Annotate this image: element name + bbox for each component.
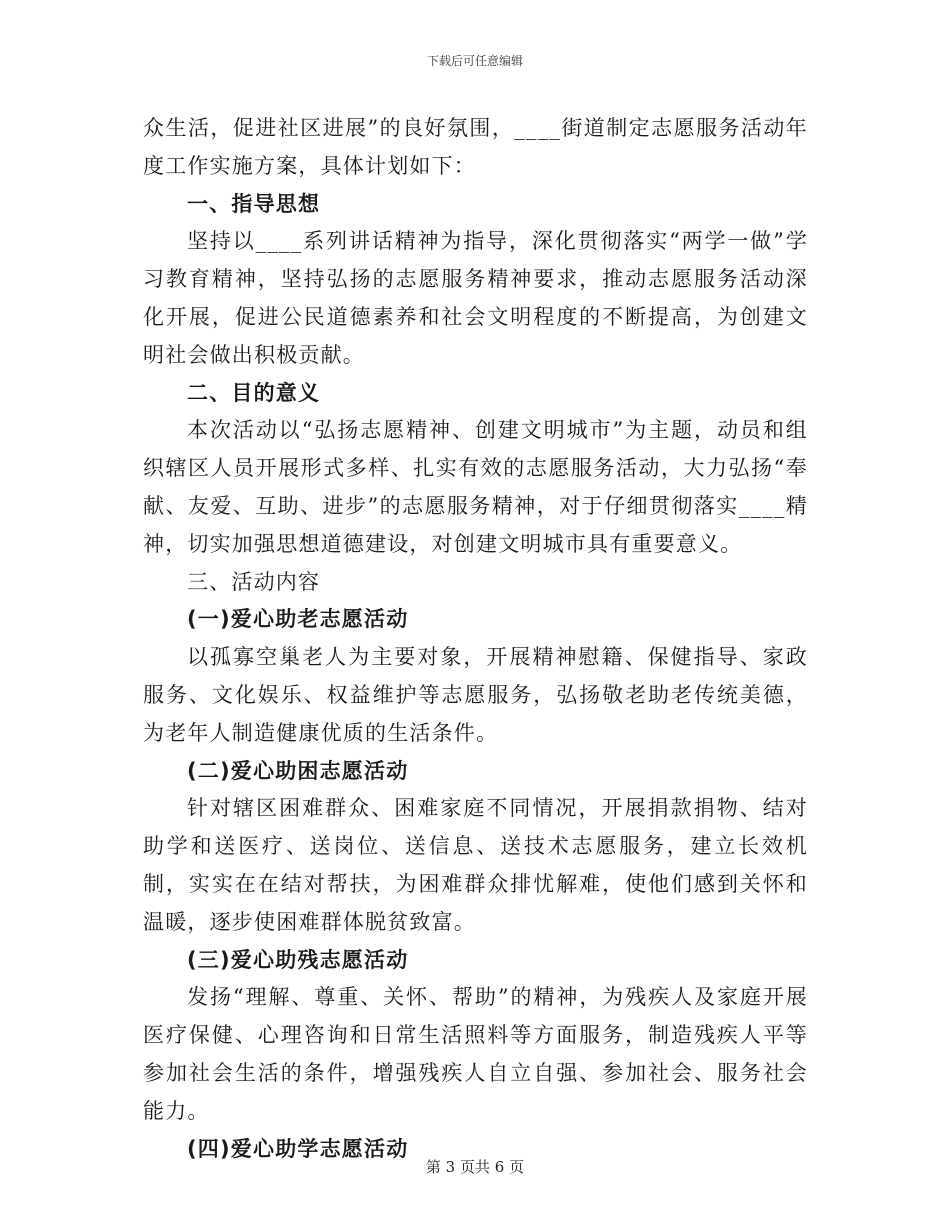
paragraph-guiding-ideology: 坚持以____系列讲话精神为指导，深化贯彻落实“两学一做”学习教育精神，坚持弘扬的志愿服务精神要求，推动志愿服务活动深化开展，促进公民道德素养和社会文明程度的不断提高，为创建文明社会做出积极贡献。 [143,229,808,367]
section-heading-guiding-ideology: 一、指导思想 [187,191,321,216]
section-heading-activities: 三、活动内容 [187,569,321,594]
page-footer: 第 3 页共 6 页 [425,1158,525,1176]
section-heading-purpose: 二、目的意义 [187,380,321,405]
subsection-heading-elderly: (一)爱心助老志愿活动 [187,607,409,632]
subsection-heading-education: (四)爱心助学志愿活动 [187,1136,409,1161]
subsection-heading-poverty: (二)爱心助困志愿活动 [187,758,409,783]
page-header: 下载后可任意编辑 [426,54,523,68]
subsection-heading-disabled: (三)爱心助残志愿活动 [187,947,409,972]
document-body [143,110,808,1168]
paragraph-intro-continuation: 众生活，促进社区进展”的良好氛围，____街道制定志愿服务活动年度工作实施方案，具体计划如下： [143,116,808,178]
paragraph-elderly: 以孤寡空巢老人为主要对象，开展精神慰籍、保健指导、家政服务、文化娱乐、权益维护等志愿服务，弘扬敬老助老传统美德，为老年人制造健康优质的生活条件。 [143,645,808,745]
paragraph-purpose: 本次活动以“弘扬志愿精神、创建文明城市”为主题，动员和组织辖区人员开展形式多样、扎实有效的志愿服务活动，大力弘扬“奉献、友爱、互助、进步”的志愿服务精神，对于仔细贯彻落实____精神，切实加强思想道德建设，对创建文明城市具有重要意义。 [143,418,808,556]
paragraph-disabled: 发扬“理解、尊重、关怀、帮助”的精神，为残疾人及家庭开展医疗保健、心理咨询和日常生活照料等方面服务，制造残疾人平等参加社会生活的条件，增强残疾人自立自强、参加社会、服务社会能力。 [143,985,808,1123]
paragraph-poverty: 针对辖区困难群众、困难家庭不同情况，开展捐款捐物、结对助学和送医疗、送岗位、送信息、送技术志愿服务，建立长效机制，实实在在结对帮扶，为困难群众排忧解难，使他们感到关怀和温暖，逐步使困难群体脱贫致富。 [143,796,808,934]
